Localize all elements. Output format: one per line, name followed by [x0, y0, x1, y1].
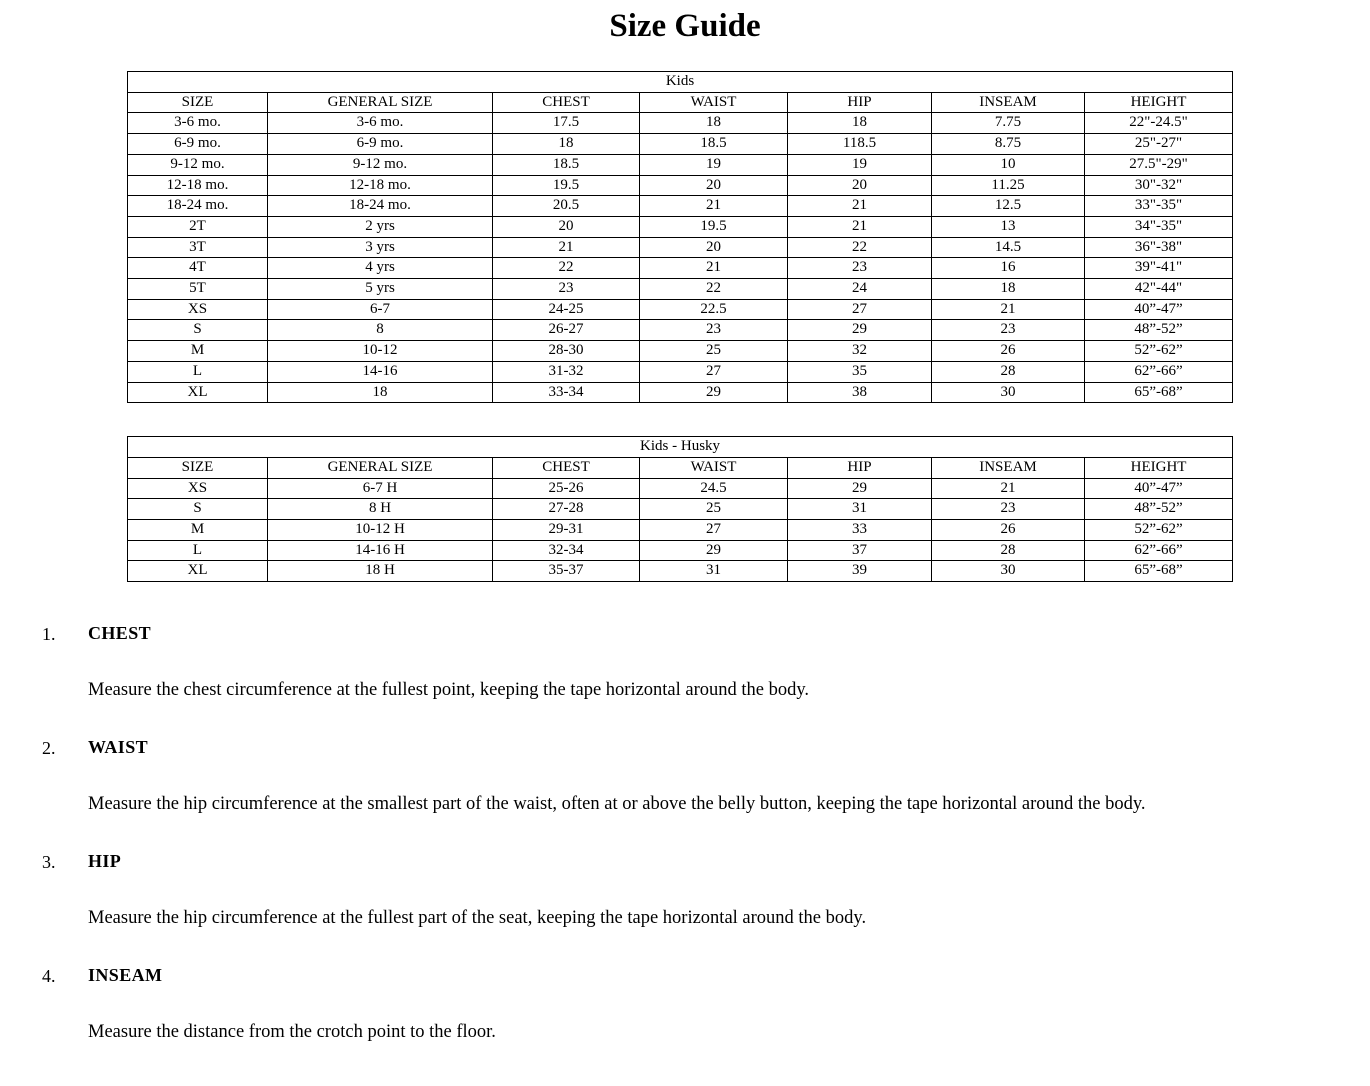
table-cell: M [128, 520, 268, 541]
table-cell: 29 [640, 540, 788, 561]
table-cell: 12-18 mo. [268, 175, 493, 196]
column-header: HIP [788, 92, 932, 113]
table-row [128, 341, 1233, 362]
table-row [128, 113, 1233, 134]
table-cell: 3T [128, 237, 268, 258]
table-cell: 10-12 [268, 341, 493, 362]
table-row [128, 320, 1233, 341]
table-row [128, 540, 1233, 561]
table-cell: 26 [932, 341, 1085, 362]
table-cell: 28-30 [493, 341, 640, 362]
table-cell: 22 [493, 258, 640, 279]
table-cell: 18 H [268, 561, 493, 582]
table-cell: 27 [788, 299, 932, 320]
page-title: Size Guide [609, 8, 761, 44]
table-cell: 13 [932, 216, 1085, 237]
table-row [128, 134, 1233, 155]
table-row [128, 299, 1233, 320]
table-cell: 25"-27" [1085, 134, 1233, 155]
instruction-hip [0, 851, 1370, 929]
table-cell: 21 [788, 216, 932, 237]
table-cell: 20.5 [493, 196, 640, 217]
table-cell: 8 [268, 320, 493, 341]
table-cell: 62”-66” [1085, 540, 1233, 561]
table-cell: 31 [640, 561, 788, 582]
table-cell: S [128, 320, 268, 341]
table-row [128, 258, 1233, 279]
table-cell: 52”-62” [1085, 520, 1233, 541]
table-cell: 24-25 [493, 299, 640, 320]
table-cell: 28 [932, 540, 1085, 561]
table-cell: 20 [640, 237, 788, 258]
column-header: WAIST [640, 92, 788, 113]
table-cell: 6-7 H [268, 478, 493, 499]
table-cell: 21 [640, 196, 788, 217]
column-header: HEIGHT [1085, 457, 1233, 478]
table-cell: 35-37 [493, 561, 640, 582]
table-cell: 18.5 [493, 154, 640, 175]
table-row [128, 216, 1233, 237]
kids-husky-size-table [127, 436, 1233, 582]
table-cell: 36"-38" [1085, 237, 1233, 258]
table-header-row [128, 92, 1233, 113]
section-heading: CHEST [88, 623, 152, 644]
table-cell: 3-6 mo. [268, 113, 493, 134]
table-cell: 3-6 mo. [128, 113, 268, 134]
table-caption: Kids - Husky [128, 437, 1233, 458]
table-cell: 10 [932, 154, 1085, 175]
table-row [128, 499, 1233, 520]
table-cell: 9-12 mo. [128, 154, 268, 175]
column-header: HEIGHT [1085, 92, 1233, 113]
table-cell: 12-18 mo. [128, 175, 268, 196]
table-row [128, 361, 1233, 382]
table-cell: 4T [128, 258, 268, 279]
table-cell: XL [128, 382, 268, 403]
table-cell: 23 [932, 320, 1085, 341]
column-header: HIP [788, 457, 932, 478]
table-cell: 38 [788, 382, 932, 403]
table-cell: 8 H [268, 499, 493, 520]
section-heading: HIP [88, 851, 122, 872]
table-cell: 28 [932, 361, 1085, 382]
table-cell: 40”-47” [1085, 478, 1233, 499]
table-row [128, 478, 1233, 499]
table-cell: 5 yrs [268, 279, 493, 300]
table-cell: 8.75 [932, 134, 1085, 155]
table-row [128, 561, 1233, 582]
table-cell: 37 [788, 540, 932, 561]
table-cell: 18.5 [640, 134, 788, 155]
table-cell: L [128, 361, 268, 382]
table-cell: 27.5"-29" [1085, 154, 1233, 175]
table-cell: 6-9 mo. [128, 134, 268, 155]
table-cell: 18 [268, 382, 493, 403]
column-header: CHEST [493, 92, 640, 113]
section-body: Measure the hip circumference at the smallest part of the waist, often at or above the belly button, keeping the tape horizontal around the body. [88, 794, 1146, 815]
table-row [128, 279, 1233, 300]
table-cell: 29 [788, 478, 932, 499]
table-cell: 39"-41" [1085, 258, 1233, 279]
section-body: Measure the distance from the crotch point to the floor. [88, 1022, 496, 1043]
table-cell: 25 [640, 499, 788, 520]
instruction-waist [0, 737, 1370, 815]
table-cell: 2 yrs [268, 216, 493, 237]
table-cell: XS [128, 478, 268, 499]
column-header: GENERAL SIZE [268, 92, 493, 113]
table-cell: 16 [932, 258, 1085, 279]
table-cell: 26-27 [493, 320, 640, 341]
table-cell: 14-16 H [268, 540, 493, 561]
kids-size-table [127, 71, 1233, 403]
table-cell: M [128, 341, 268, 362]
table-cell: 33-34 [493, 382, 640, 403]
table-cell: 19 [640, 154, 788, 175]
table-cell: 29 [788, 320, 932, 341]
table-cell: 2T [128, 216, 268, 237]
table-row [128, 154, 1233, 175]
table-cell: 17.5 [493, 113, 640, 134]
table-cell: 22.5 [640, 299, 788, 320]
table-cell: 19.5 [640, 216, 788, 237]
table-cell: 5T [128, 279, 268, 300]
table-cell: 22 [640, 279, 788, 300]
size-guide-page [0, 6, 1370, 1043]
column-header: GENERAL SIZE [268, 457, 493, 478]
table-cell: 25-26 [493, 478, 640, 499]
measurement-instructions [0, 623, 1370, 1043]
table-cell: 14.5 [932, 237, 1085, 258]
section-number: 2. [42, 738, 56, 759]
table-cell: 20 [640, 175, 788, 196]
column-header: WAIST [640, 457, 788, 478]
table-cell: 22"-24.5" [1085, 113, 1233, 134]
table-cell: 32-34 [493, 540, 640, 561]
table-cell: 48”-52” [1085, 320, 1233, 341]
table-cell: 27-28 [493, 499, 640, 520]
table-cell: 4 yrs [268, 258, 493, 279]
table-cell: XS [128, 299, 268, 320]
table-cell: 31 [788, 499, 932, 520]
table-cell: 33 [788, 520, 932, 541]
table-caption-row [128, 72, 1233, 93]
table-cell: 24.5 [640, 478, 788, 499]
table-cell: 18 [932, 279, 1085, 300]
table-cell: XL [128, 561, 268, 582]
table-cell: 21 [788, 196, 932, 217]
table-cell: 3 yrs [268, 237, 493, 258]
table-cell: 30 [932, 561, 1085, 582]
table-cell: 11.25 [932, 175, 1085, 196]
table-cell: 18-24 mo. [128, 196, 268, 217]
section-body: Measure the hip circumference at the fullest part of the seat, keeping the tape horizontal around the body. [88, 908, 867, 929]
table-cell: 14-16 [268, 361, 493, 382]
table-cell: 23 [640, 320, 788, 341]
table-cell: 23 [493, 279, 640, 300]
table-cell: 24 [788, 279, 932, 300]
table-cell: 18-24 mo. [268, 196, 493, 217]
table-cell: 30"-32" [1085, 175, 1233, 196]
table-row [128, 196, 1233, 217]
table-cell: 29-31 [493, 520, 640, 541]
table-cell: 62”-66” [1085, 361, 1233, 382]
table-cell: 33"-35" [1085, 196, 1233, 217]
table-cell: 23 [932, 499, 1085, 520]
column-header: SIZE [128, 457, 268, 478]
table-header-row [128, 457, 1233, 478]
table-cell: 6-9 mo. [268, 134, 493, 155]
table-cell: 118.5 [788, 134, 932, 155]
table-cell: 10-12 H [268, 520, 493, 541]
instruction-chest [0, 623, 1370, 701]
table-cell: 32 [788, 341, 932, 362]
section-heading: WAIST [88, 737, 149, 758]
table-cell: 27 [640, 361, 788, 382]
table-cell: 26 [932, 520, 1085, 541]
table-cell: L [128, 540, 268, 561]
table-cell: 12.5 [932, 196, 1085, 217]
column-header: INSEAM [932, 457, 1085, 478]
section-number: 1. [42, 624, 56, 645]
table-cell: 21 [932, 299, 1085, 320]
column-header: INSEAM [932, 92, 1085, 113]
section-body: Measure the chest circumference at the fullest point, keeping the tape horizontal around the body. [88, 680, 810, 701]
table-cell: 21 [932, 478, 1085, 499]
section-number: 3. [42, 852, 56, 873]
table-cell: S [128, 499, 268, 520]
table-cell: 21 [640, 258, 788, 279]
table-row [128, 175, 1233, 196]
table-cell: 42"-44" [1085, 279, 1233, 300]
table-cell: 7.75 [932, 113, 1085, 134]
table-cell: 25 [640, 341, 788, 362]
table-cell: 39 [788, 561, 932, 582]
table-cell: 22 [788, 237, 932, 258]
table-row [128, 382, 1233, 403]
table-cell: 18 [788, 113, 932, 134]
table-cell: 20 [493, 216, 640, 237]
table-cell: 40”-47” [1085, 299, 1233, 320]
column-header: CHEST [493, 457, 640, 478]
table-cell: 6-7 [268, 299, 493, 320]
table-cell: 9-12 mo. [268, 154, 493, 175]
table-cell: 27 [640, 520, 788, 541]
table-caption: Kids [128, 72, 1233, 93]
table-cell: 29 [640, 382, 788, 403]
table-cell: 31-32 [493, 361, 640, 382]
table-cell: 18 [640, 113, 788, 134]
table-row [128, 520, 1233, 541]
section-heading: INSEAM [88, 965, 163, 986]
table-cell: 65”-68” [1085, 561, 1233, 582]
section-number: 4. [42, 966, 56, 987]
table-cell: 23 [788, 258, 932, 279]
table-cell: 19.5 [493, 175, 640, 196]
table-cell: 18 [493, 134, 640, 155]
table-cell: 19 [788, 154, 932, 175]
table-row [128, 237, 1233, 258]
table-cell: 48”-52” [1085, 499, 1233, 520]
table-cell: 52”-62” [1085, 341, 1233, 362]
table-cell: 30 [932, 382, 1085, 403]
table-cell: 34"-35" [1085, 216, 1233, 237]
table-cell: 65”-68” [1085, 382, 1233, 403]
table-cell: 20 [788, 175, 932, 196]
table-cell: 35 [788, 361, 932, 382]
column-header: SIZE [128, 92, 268, 113]
instruction-inseam [0, 965, 1370, 1043]
table-caption-row [128, 437, 1233, 458]
table-cell: 21 [493, 237, 640, 258]
